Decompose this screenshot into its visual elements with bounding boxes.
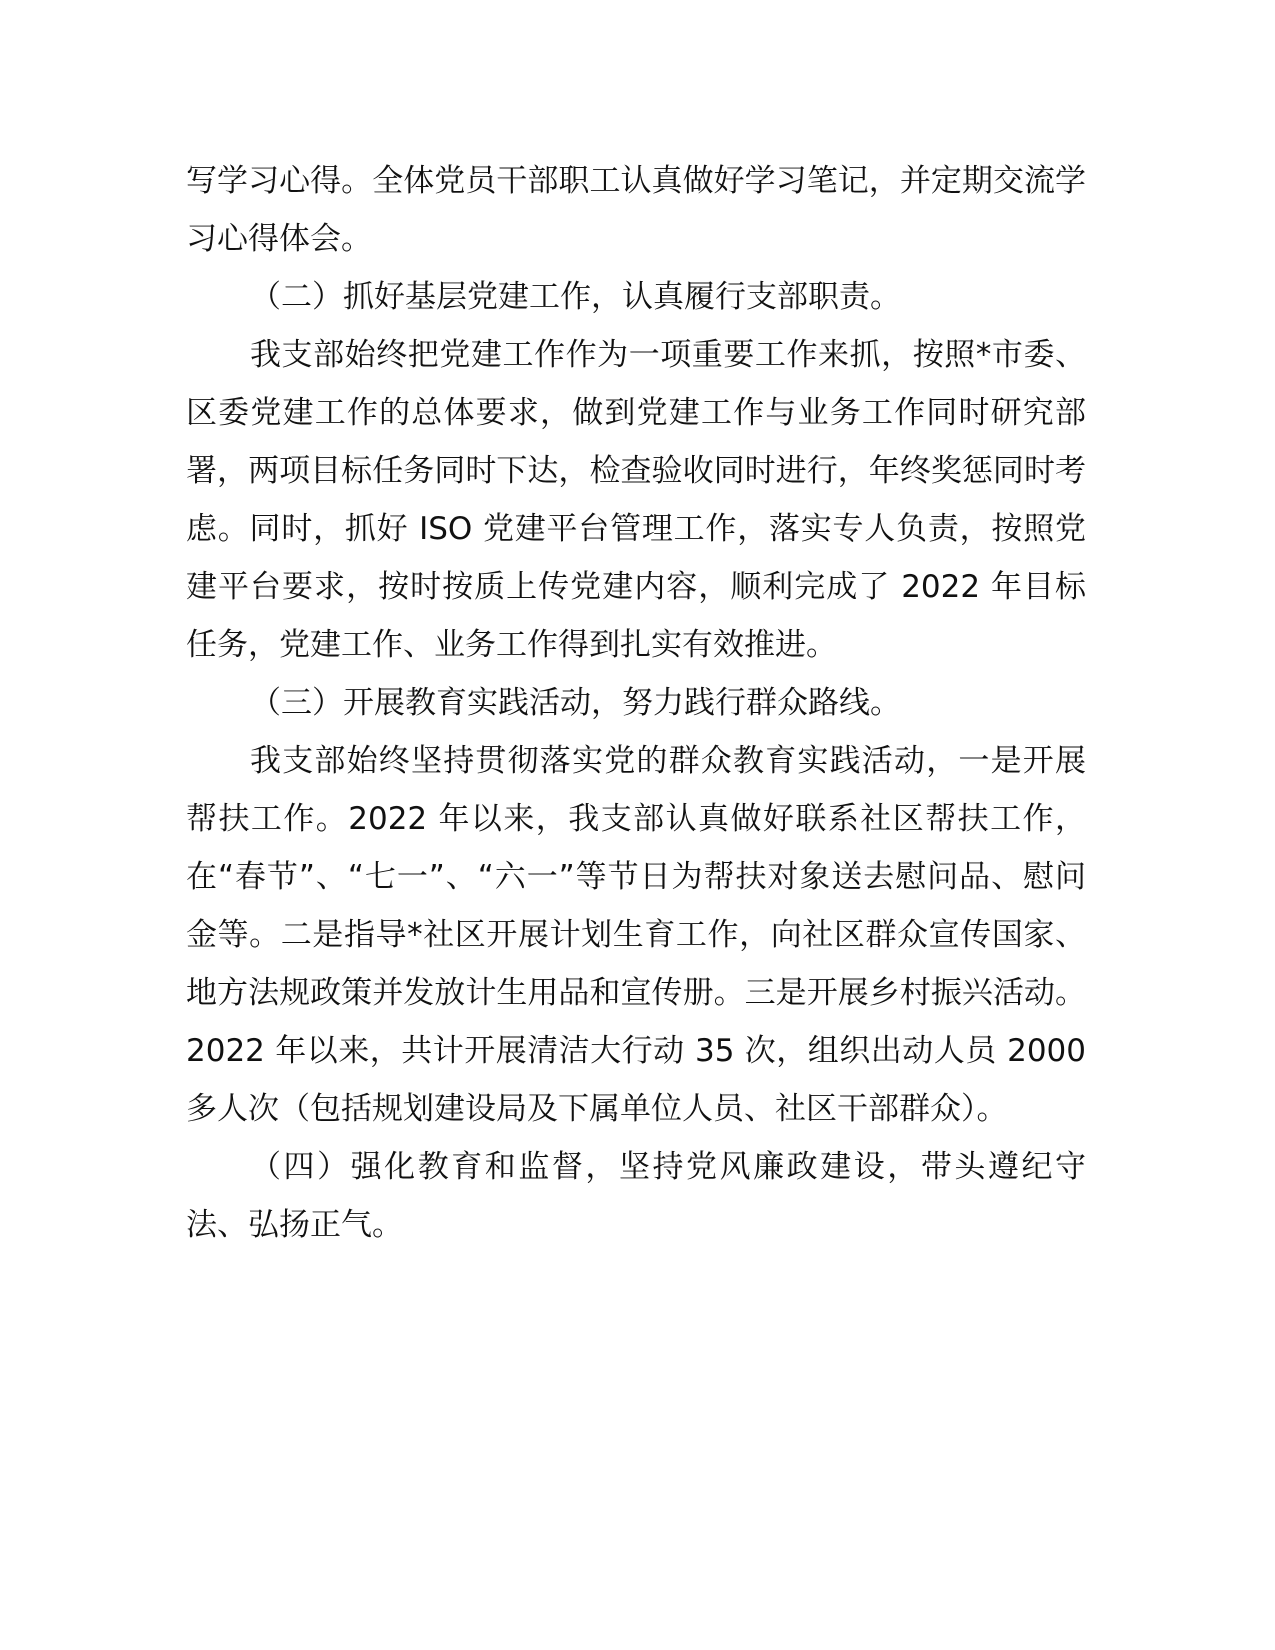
paragraph-continuation: 写学习心得。全体党员干部职工认真做好学习笔记，并定期交流学习心得体会。 [186,163,1086,257]
section-heading-3: （三）开展教育实践活动，努力践行群众路线。 [250,685,901,721]
document-body [186,152,1086,1254]
section-heading-4: （四）强化教育和监督，坚持党风廉政建设，带头遵纪守法、弘扬正气。 [186,1149,1086,1243]
paragraph-education-practice: 我支部始终坚持贯彻落实党的群众教育实践活动，一是开展帮扶工作。2022 年以来，我支部认真做好联系社区帮扶工作，在“春节”、“七一”、“六一”等节日为帮扶对象送去慰问品、慰问金等。二是指导*社区开展计划生育工作，向社区群众宣传国家、地方法规政策并发放计生用品和宣传册。三是开展乡村振兴活动。2022 年以来，共计开展清洁大行动 35 次，组织出动人员 2000 多人次（包括规划建设局及下属单位人员、社区干部群众）。 [186,743,1086,1127]
section-heading-2: （二）抓好基层党建工作，认真履行支部职责。 [250,279,901,315]
paragraph-party-building: 我支部始终把党建工作作为一项重要工作来抓，按照*市委、区委党建工作的总体要求，做到党建工作与业务工作同时研究部署，两项目标任务同时下达，检查验收同时进行，年终奖惩同时考虑。同时，抓好 ISO 党建平台管理工作，落实专人负责，按照党建平台要求，按时按质上传党建内容，顺利完成了 2022 年目标任务，党建工作、业务工作得到扎实有效推进。 [186,337,1086,663]
